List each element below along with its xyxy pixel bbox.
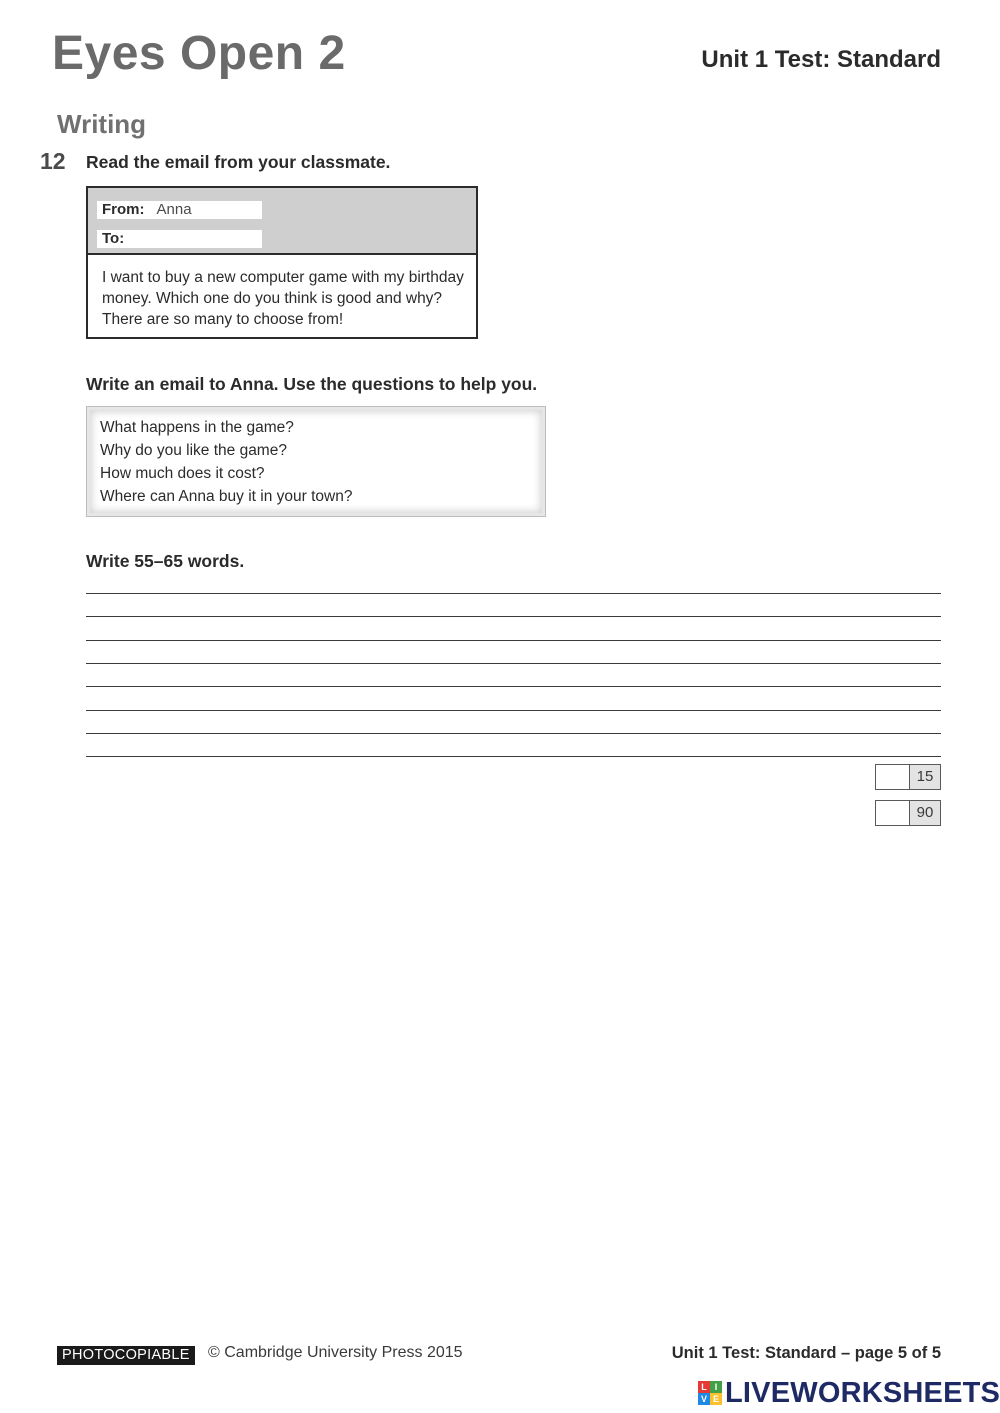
email-header xyxy=(88,188,476,255)
email-body: I want to buy a new computer game with my birthday money. Which one do you think is good and why? There are so many to choose from! xyxy=(102,269,464,328)
liveworksheets-logo-icon xyxy=(698,1381,722,1405)
help-question: Why do you like the game? xyxy=(100,442,287,459)
email-to-label: To: xyxy=(102,230,125,247)
test-score-input[interactable] xyxy=(876,801,910,825)
email-to-field xyxy=(97,230,262,248)
logo-tile: I xyxy=(710,1381,722,1393)
logo-tile: E xyxy=(710,1393,722,1405)
photocopiable-badge: PHOTOCOPIABLE xyxy=(57,1346,195,1365)
section-score-input[interactable] xyxy=(876,765,910,789)
help-question: Where can Anna buy it in your town? xyxy=(100,488,353,505)
test-score-max: 90 xyxy=(910,801,940,825)
test-title: Unit 1 Test: Standard xyxy=(701,46,941,73)
answer-line[interactable] xyxy=(86,663,941,664)
answer-line[interactable] xyxy=(86,686,941,687)
email-from-field xyxy=(97,201,262,219)
email-from-label: From: xyxy=(102,201,145,218)
instruction-write: Write an email to Anna. Use the questions to help you. xyxy=(86,374,538,394)
book-title: Eyes Open 2 xyxy=(52,27,346,80)
help-questions-list xyxy=(87,407,545,508)
instruction-read: Read the email from your classmate. xyxy=(86,152,391,172)
answer-line[interactable] xyxy=(86,710,941,711)
answer-line[interactable] xyxy=(86,616,941,617)
logo-tile: L xyxy=(698,1381,710,1393)
answer-line[interactable] xyxy=(86,756,941,757)
email-from-value: Anna xyxy=(156,201,192,218)
page-label: Unit 1 Test: Standard – page 5 of 5 xyxy=(671,1344,941,1362)
section-score-box xyxy=(875,764,941,790)
answer-line[interactable] xyxy=(86,733,941,734)
section-title: Writing xyxy=(57,109,147,139)
liveworksheets-text: LIVEWORKSHEETS xyxy=(725,1376,1000,1409)
liveworksheets-watermark xyxy=(698,1377,1000,1409)
email-card xyxy=(86,186,478,339)
answer-line[interactable] xyxy=(86,640,941,641)
logo-tile: V xyxy=(698,1393,710,1405)
section-score-max: 15 xyxy=(910,765,940,789)
help-question: What happens in the game? xyxy=(100,419,294,436)
question-number: 12 xyxy=(40,148,66,174)
help-questions-box xyxy=(86,406,546,517)
test-score-box xyxy=(875,800,941,826)
copyright-text: © Cambridge University Press 2015 xyxy=(208,1344,463,1361)
answer-line[interactable] xyxy=(86,593,941,594)
help-question: How much does it cost? xyxy=(100,465,265,482)
instruction-words: Write 55–65 words. xyxy=(86,551,245,571)
